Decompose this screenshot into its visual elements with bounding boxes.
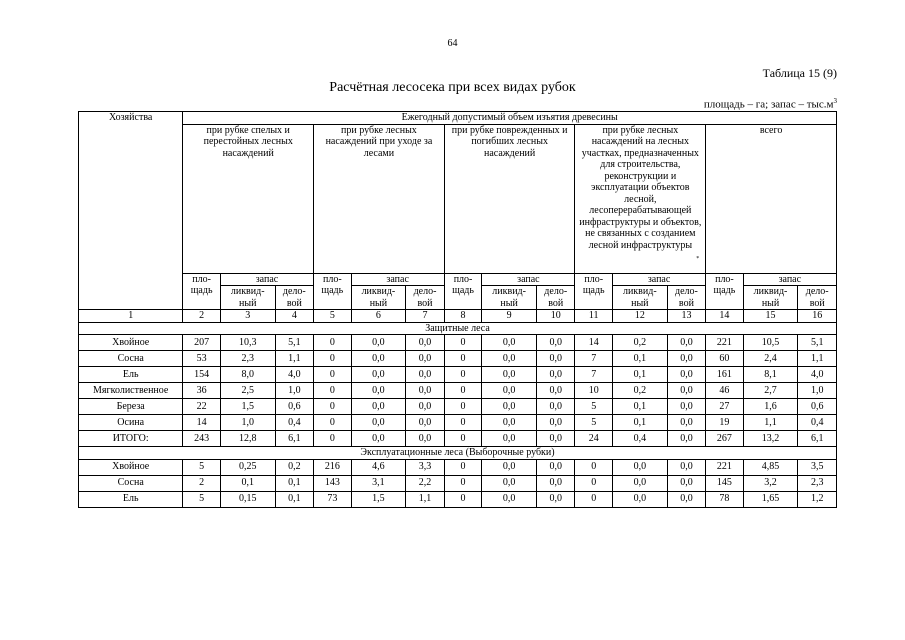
value-cell: 7 bbox=[575, 367, 612, 383]
header-liquid: ликвид- ный bbox=[612, 286, 667, 310]
value-cell: 0,4 bbox=[275, 415, 314, 431]
value-cell: 0,0 bbox=[351, 351, 406, 367]
value-cell: 0,0 bbox=[667, 383, 706, 399]
value-cell: 2,7 bbox=[743, 383, 798, 399]
header-stock: запас bbox=[743, 273, 836, 286]
units-text: площадь – га; запас – тыс.м bbox=[703, 98, 834, 111]
value-cell: 46 bbox=[706, 383, 743, 399]
value-cell: 0,0 bbox=[482, 431, 537, 447]
value-cell: 8,0 bbox=[220, 367, 275, 383]
value-cell: 0,0 bbox=[351, 399, 406, 415]
value-cell: 4,0 bbox=[798, 367, 837, 383]
value-cell: 10 bbox=[575, 383, 612, 399]
value-cell: 0,0 bbox=[482, 415, 537, 431]
value-cell: 0,0 bbox=[406, 431, 445, 447]
value-cell: 0,1 bbox=[612, 415, 667, 431]
value-cell: 0 bbox=[314, 335, 351, 351]
header-stock: запас bbox=[612, 273, 705, 286]
value-cell: 0,0 bbox=[482, 367, 537, 383]
value-cell: 27 bbox=[706, 399, 743, 415]
header-area: пло- щадь bbox=[444, 273, 481, 310]
column-number: 9 bbox=[482, 310, 537, 323]
value-cell: 4,6 bbox=[351, 459, 406, 475]
value-cell: 0 bbox=[575, 491, 612, 507]
column-number: 4 bbox=[275, 310, 314, 323]
value-cell: 0,1 bbox=[220, 475, 275, 491]
units-superscript: 3 bbox=[833, 97, 837, 105]
table-row bbox=[79, 475, 837, 491]
value-cell: 5 bbox=[575, 415, 612, 431]
column-number: 1 bbox=[79, 310, 183, 323]
value-cell: 0 bbox=[444, 399, 481, 415]
value-cell: 5 bbox=[183, 491, 220, 507]
value-cell: 0,0 bbox=[612, 491, 667, 507]
value-cell: 0,1 bbox=[612, 351, 667, 367]
header-category-care: при рубке лесных насаждений при уходе за лесами bbox=[314, 124, 445, 273]
value-cell: 0 bbox=[444, 415, 481, 431]
column-number: 8 bbox=[444, 310, 481, 323]
value-cell: 0,0 bbox=[536, 383, 575, 399]
value-cell: 1,65 bbox=[743, 491, 798, 507]
value-cell: 0,0 bbox=[406, 367, 445, 383]
header-category-total: всего bbox=[706, 124, 837, 273]
header-area: пло- щадь bbox=[314, 273, 351, 310]
value-cell: 0,0 bbox=[536, 351, 575, 367]
value-cell: 1,0 bbox=[798, 383, 837, 399]
header-business: дело- вой bbox=[406, 286, 445, 310]
header-stock: запас bbox=[351, 273, 444, 286]
value-cell: 19 bbox=[706, 415, 743, 431]
value-cell: 145 bbox=[706, 475, 743, 491]
header-liquid: ликвид- ный bbox=[220, 286, 275, 310]
value-cell: 0,0 bbox=[612, 475, 667, 491]
value-cell: 1,6 bbox=[743, 399, 798, 415]
column-number: 14 bbox=[706, 310, 743, 323]
header-category-damaged: при рубке поврежденных и погибших лесных насаждений bbox=[444, 124, 575, 273]
value-cell: 0,0 bbox=[406, 335, 445, 351]
value-cell: 0,0 bbox=[351, 415, 406, 431]
value-cell: 0 bbox=[444, 335, 481, 351]
column-number: 3 bbox=[220, 310, 275, 323]
table-row bbox=[79, 415, 837, 431]
value-cell: 1,1 bbox=[743, 415, 798, 431]
value-cell: 0,0 bbox=[667, 399, 706, 415]
value-cell: 1,2 bbox=[798, 491, 837, 507]
value-cell: 5,1 bbox=[275, 335, 314, 351]
value-cell: 0,0 bbox=[536, 415, 575, 431]
farm-name-cell: Сосна bbox=[79, 351, 183, 367]
value-cell: 1,0 bbox=[275, 383, 314, 399]
value-cell: 13,2 bbox=[743, 431, 798, 447]
value-cell: 0,6 bbox=[798, 399, 837, 415]
value-cell: 221 bbox=[706, 335, 743, 351]
value-cell: 0,4 bbox=[612, 431, 667, 447]
value-cell: 36 bbox=[183, 383, 220, 399]
value-cell: 0,0 bbox=[351, 335, 406, 351]
farm-name-cell: Хвойное bbox=[79, 335, 183, 351]
value-cell: 78 bbox=[706, 491, 743, 507]
value-cell: 0 bbox=[444, 431, 481, 447]
table-row bbox=[79, 459, 837, 475]
value-cell: 2,4 bbox=[743, 351, 798, 367]
farm-name-cell: Ель bbox=[79, 491, 183, 507]
column-number: 11 bbox=[575, 310, 612, 323]
value-cell: 0,2 bbox=[612, 335, 667, 351]
value-cell: 0,0 bbox=[482, 351, 537, 367]
value-cell: 0,0 bbox=[667, 367, 706, 383]
value-cell: 216 bbox=[314, 459, 351, 475]
header-business: дело- вой bbox=[667, 286, 706, 310]
value-cell: 0,0 bbox=[482, 399, 537, 415]
footnote-mark: * bbox=[696, 255, 700, 262]
page-number: 64 bbox=[447, 38, 458, 49]
table-row bbox=[79, 335, 837, 351]
column-number: 6 bbox=[351, 310, 406, 323]
value-cell: 0,0 bbox=[406, 383, 445, 399]
farm-name-cell: Хвойное bbox=[79, 459, 183, 475]
header-area: пло- щадь bbox=[706, 273, 743, 310]
value-cell: 8,1 bbox=[743, 367, 798, 383]
value-cell: 24 bbox=[575, 431, 612, 447]
value-cell: 0 bbox=[444, 475, 481, 491]
column-number: 16 bbox=[798, 310, 837, 323]
value-cell: 3,1 bbox=[351, 475, 406, 491]
section-title: Эксплуатационные леса (Выборочные рубки) bbox=[79, 447, 837, 460]
value-cell: 0,25 bbox=[220, 459, 275, 475]
table-row bbox=[79, 367, 837, 383]
column-number: 15 bbox=[743, 310, 798, 323]
value-cell: 0 bbox=[314, 415, 351, 431]
value-cell: 267 bbox=[706, 431, 743, 447]
cutting-area-table bbox=[78, 111, 837, 508]
value-cell: 0,0 bbox=[667, 475, 706, 491]
header-business: дело- вой bbox=[275, 286, 314, 310]
value-cell: 0 bbox=[575, 459, 612, 475]
section-row bbox=[79, 322, 837, 335]
value-cell: 1,1 bbox=[798, 351, 837, 367]
value-cell: 0,0 bbox=[536, 399, 575, 415]
value-cell: 161 bbox=[706, 367, 743, 383]
value-cell: 0,2 bbox=[612, 383, 667, 399]
header-business: дело- вой bbox=[798, 286, 837, 310]
value-cell: 0 bbox=[314, 431, 351, 447]
value-cell: 0,0 bbox=[536, 459, 575, 475]
value-cell: 0,4 bbox=[798, 415, 837, 431]
table-number: Таблица 15 (9) bbox=[762, 66, 837, 80]
header-farm: Хозяйства bbox=[79, 112, 183, 310]
units-note bbox=[704, 97, 837, 111]
value-cell: 4,85 bbox=[743, 459, 798, 475]
value-cell: 0,2 bbox=[275, 459, 314, 475]
value-cell: 1,1 bbox=[275, 351, 314, 367]
value-cell: 0,0 bbox=[612, 459, 667, 475]
value-cell: 0,1 bbox=[275, 491, 314, 507]
value-cell: 0,1 bbox=[612, 367, 667, 383]
section-title: Защитные леса bbox=[79, 322, 837, 335]
value-cell: 0,0 bbox=[536, 491, 575, 507]
value-cell: 5,1 bbox=[798, 335, 837, 351]
header-stock: запас bbox=[482, 273, 575, 286]
farm-name-cell: Осина bbox=[79, 415, 183, 431]
column-number: 7 bbox=[406, 310, 445, 323]
farm-name-cell: ИТОГО: bbox=[79, 431, 183, 447]
value-cell: 0 bbox=[444, 383, 481, 399]
header-area: пло- щадь bbox=[183, 273, 220, 310]
value-cell: 0 bbox=[314, 367, 351, 383]
value-cell: 0 bbox=[314, 351, 351, 367]
value-cell: 1,5 bbox=[351, 491, 406, 507]
value-cell: 0,0 bbox=[536, 367, 575, 383]
value-cell: 2,3 bbox=[798, 475, 837, 491]
value-cell: 0,0 bbox=[482, 475, 537, 491]
value-cell: 0,0 bbox=[351, 367, 406, 383]
value-cell: 53 bbox=[183, 351, 220, 367]
farm-name-cell: Сосна bbox=[79, 475, 183, 491]
table-row bbox=[79, 383, 837, 399]
value-cell: 0,0 bbox=[667, 431, 706, 447]
value-cell: 0,0 bbox=[536, 335, 575, 351]
column-number: 2 bbox=[183, 310, 220, 323]
value-cell: 0,0 bbox=[536, 431, 575, 447]
value-cell: 0,15 bbox=[220, 491, 275, 507]
value-cell: 14 bbox=[183, 415, 220, 431]
column-number: 5 bbox=[314, 310, 351, 323]
value-cell: 0,0 bbox=[482, 459, 537, 475]
value-cell: 6,1 bbox=[798, 431, 837, 447]
value-cell: 0,0 bbox=[351, 431, 406, 447]
value-cell: 0 bbox=[444, 491, 481, 507]
value-cell: 1,1 bbox=[406, 491, 445, 507]
value-cell: 3,3 bbox=[406, 459, 445, 475]
farm-name-cell: Ель bbox=[79, 367, 183, 383]
value-cell: 0 bbox=[444, 367, 481, 383]
value-cell: 0,0 bbox=[667, 415, 706, 431]
value-cell: 1,0 bbox=[220, 415, 275, 431]
value-cell: 0 bbox=[444, 459, 481, 475]
value-cell: 0,0 bbox=[667, 351, 706, 367]
header-liquid: ликвид- ный bbox=[351, 286, 406, 310]
value-cell: 0,0 bbox=[482, 491, 537, 507]
header-stock: запас bbox=[220, 273, 313, 286]
value-cell: 0,0 bbox=[406, 399, 445, 415]
value-cell: 243 bbox=[183, 431, 220, 447]
table-row bbox=[79, 351, 837, 367]
value-cell: 5 bbox=[183, 459, 220, 475]
value-cell: 7 bbox=[575, 351, 612, 367]
value-cell: 0 bbox=[314, 399, 351, 415]
header-group: Ежегодный допустимый объем изъятия древесины bbox=[183, 112, 837, 125]
value-cell: 221 bbox=[706, 459, 743, 475]
table-row bbox=[79, 399, 837, 415]
value-cell: 0,0 bbox=[482, 383, 537, 399]
value-cell: 2 bbox=[183, 475, 220, 491]
value-cell: 10,3 bbox=[220, 335, 275, 351]
value-cell: 60 bbox=[706, 351, 743, 367]
value-cell: 10,5 bbox=[743, 335, 798, 351]
value-cell: 73 bbox=[314, 491, 351, 507]
value-cell: 154 bbox=[183, 367, 220, 383]
column-number: 12 bbox=[612, 310, 667, 323]
value-cell: 22 bbox=[183, 399, 220, 415]
value-cell: 0,0 bbox=[667, 459, 706, 475]
farm-name-cell: Береза bbox=[79, 399, 183, 415]
value-cell: 4,0 bbox=[275, 367, 314, 383]
value-cell: 0,0 bbox=[406, 351, 445, 367]
value-cell: 0,0 bbox=[406, 415, 445, 431]
value-cell: 0 bbox=[444, 351, 481, 367]
value-cell: 0,0 bbox=[536, 475, 575, 491]
value-cell: 14 bbox=[575, 335, 612, 351]
header-category-mature: при рубке спелых и перестойных лесных насаждений bbox=[183, 124, 314, 273]
value-cell: 3,5 bbox=[798, 459, 837, 475]
value-cell: 0,0 bbox=[351, 383, 406, 399]
value-cell: 2,3 bbox=[220, 351, 275, 367]
farm-name-cell: Мягколиственное bbox=[79, 383, 183, 399]
value-cell: 5 bbox=[575, 399, 612, 415]
table-row bbox=[79, 491, 837, 507]
header-area: пло- щадь bbox=[575, 273, 612, 310]
header-business: дело- вой bbox=[536, 286, 575, 310]
column-number: 13 bbox=[667, 310, 706, 323]
value-cell: 0,6 bbox=[275, 399, 314, 415]
value-cell: 0,0 bbox=[482, 335, 537, 351]
value-cell: 3,2 bbox=[743, 475, 798, 491]
value-cell: 2,5 bbox=[220, 383, 275, 399]
section-row bbox=[79, 447, 837, 460]
value-cell: 0,0 bbox=[667, 335, 706, 351]
value-cell: 0,0 bbox=[667, 491, 706, 507]
header-category-infrastructure bbox=[575, 124, 706, 273]
value-cell: 0,1 bbox=[275, 475, 314, 491]
page-title: Расчётная лесосека при всех видах рубок bbox=[329, 80, 576, 95]
value-cell: 1,5 bbox=[220, 399, 275, 415]
header-category-infrastructure-text: при рубке лесных насаждений на лесных участках, предназначенных для строительства, реконструкции и эксплуатации объектов лесной, лесоперерабатывающей инфраструктуры и объектов, не связанных с созданием лесной инфраструктуры bbox=[579, 124, 702, 251]
value-cell: 0 bbox=[575, 475, 612, 491]
value-cell: 12,8 bbox=[220, 431, 275, 447]
table-row bbox=[79, 431, 837, 447]
value-cell: 2,2 bbox=[406, 475, 445, 491]
column-number: 10 bbox=[536, 310, 575, 323]
header-liquid: ликвид- ный bbox=[482, 286, 537, 310]
header-liquid: ликвид- ный bbox=[743, 286, 798, 310]
value-cell: 0,1 bbox=[612, 399, 667, 415]
value-cell: 207 bbox=[183, 335, 220, 351]
value-cell: 6,1 bbox=[275, 431, 314, 447]
value-cell: 0 bbox=[314, 383, 351, 399]
value-cell: 143 bbox=[314, 475, 351, 491]
